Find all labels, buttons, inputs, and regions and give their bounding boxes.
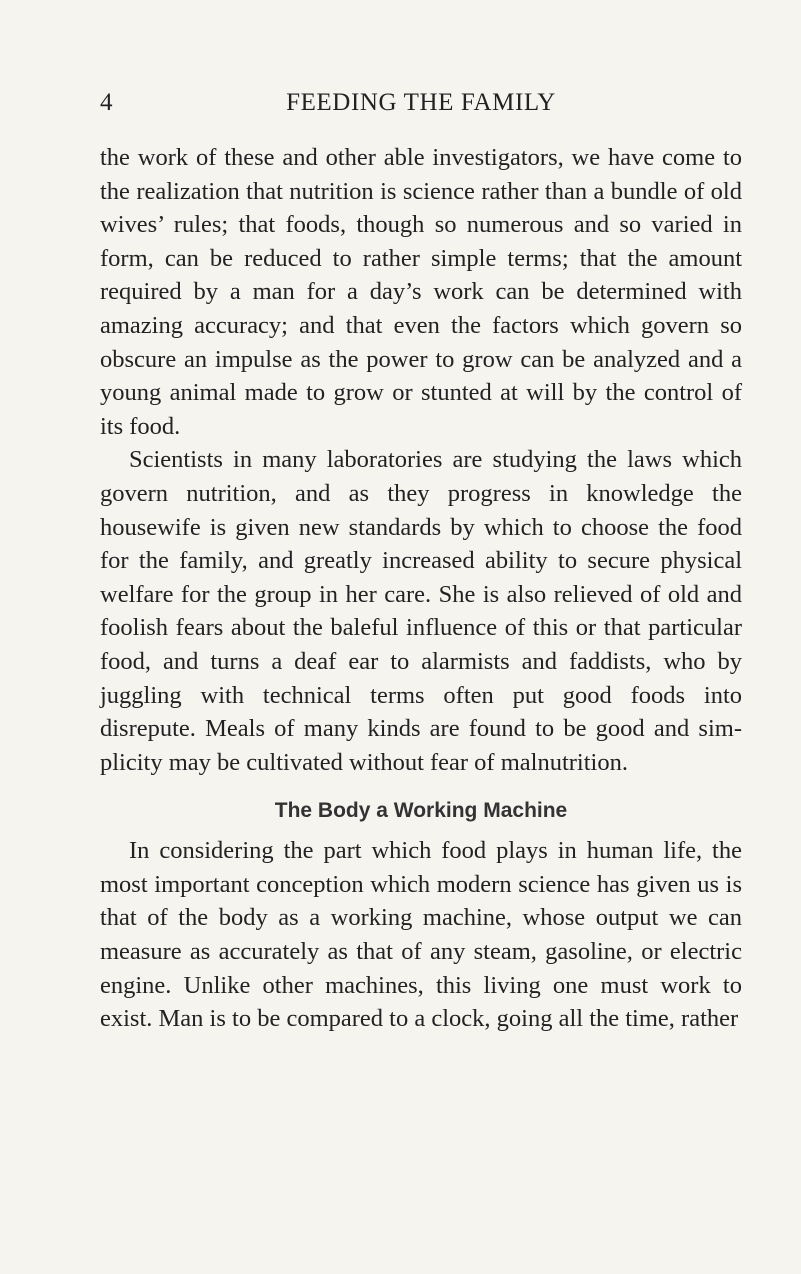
page-number: 4 [100,89,113,116]
section-heading: The Body a Working Machine [274,799,568,823]
paragraph-scientists: Scientists in many laboratories are studying the laws which govern nutrition, and as they progress in knowledge the housewife is given new standards by which to choose the food for the family, and greatly increased ability to secure physical welfare for the group in her care. She is also relieved of old and foolish fears about the baleful influence of this or that particular food, and turns a deaf ear to alarmists and faddists, who by juggling with technical terms often put good foods into disrepute. Meals of many kinds are found to be good and simplicity may be cultivated without fear of malnutrition. [100,446,742,776]
body-text [100,141,742,1036]
paragraph-continued: the work of these and other able investigators, we have come to the realization that nutrition is science rather than a bundle of old wives’ rules; that foods, though so numerous and so varied in form, can be reduced to rather simple terms; that the amount required by a man for a day’s work can be determined with amazing accuracy; and that even the factors which govern so obscure an impulse as the power to grow can be analyzed and a young animal made to grow or stunted at will by the control of its food. [100,144,742,440]
paragraph-body-machine: In considering the part which food plays in human life, the most important conception which modern science has given us is that of the body as a working machine, whose output we can measure as accurately as that of any steam, gasoline, or electric engine. Unlike other machines, this living one must work to exist. Man is to be compared to a clock, going all the time, rather [100,837,742,1033]
running-title: FEEDING THE FAMILY [286,89,556,116]
running-head [100,88,742,124]
